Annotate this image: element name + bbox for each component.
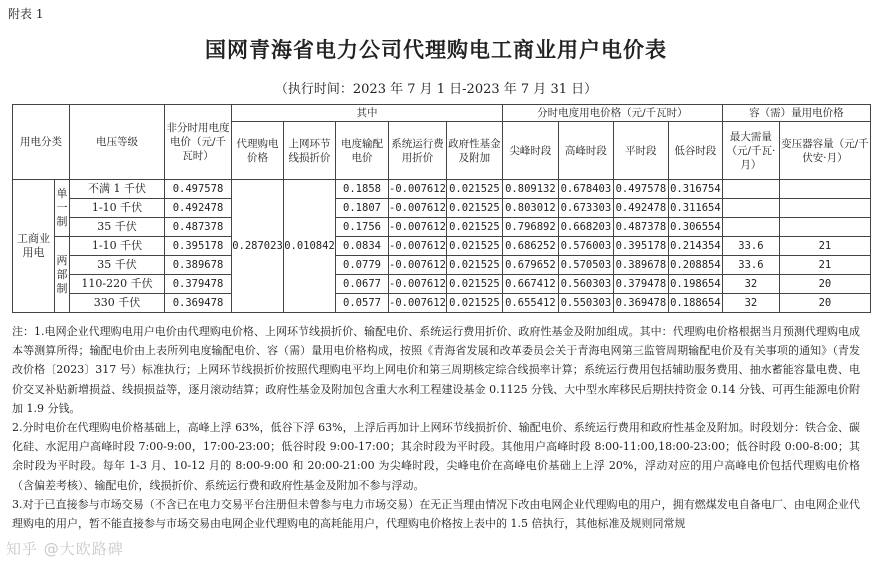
system-cost-cell: -0.007612 (389, 180, 447, 199)
system-cost-cell: -0.007612 (389, 256, 447, 275)
table-row (13, 218, 871, 237)
gov-fund-cell: 0.021525 (446, 237, 502, 256)
note-paragraph: 注：1.电网企业代理购电用户电价由代理购电价格、上网环节线损折价、输配电价、系统运行费用折价、政府性基金及附加组成。其中：代理购电价格根据当月预测代理购电成本等测算所得；输配电价由上表所列电度输配电价、容（需）量用电价格构成，按照《青海省发展和改革委员会关于青海电网第三监管周期输配电价及有关事项的通知》（青发改价格〔2023〕317 号）标准执行；上网环节线损折价按照代理购电平均上网电价和第三周期核定综合线损率计算；系统运行费用包括辅助服务费用、抽水蓄能容量电费、电价交叉补贴新增损益、线损损益等，逐月滚动结算；政府性基金及附加包含重大水利工程建设基金 0.1125 分钱、大中型水库移民后期扶持资金 0.14 分钱、可再生能源电价附加 1.9 分钱。 (12, 325, 860, 415)
transmission-cell: 0.0677 (336, 275, 389, 294)
system-cost-cell: -0.007612 (389, 237, 447, 256)
voltage-cell: 不满 1 千伏 (70, 180, 165, 199)
transformer-cell (779, 199, 870, 218)
gov-fund-cell: 0.021525 (446, 180, 502, 199)
valley-cell: 0.198654 (668, 275, 722, 294)
header-line-loss: 上网环节线损折价 (284, 122, 336, 180)
transmission-cell: 0.1756 (336, 218, 389, 237)
valley-cell: 0.208854 (668, 256, 722, 275)
voltage-cell: 110-220 千伏 (70, 275, 165, 294)
attachment-label: 附表 1 (8, 7, 44, 21)
high-cell: 0.678403 (558, 180, 613, 199)
system-cost-cell: -0.007612 (389, 199, 447, 218)
header-of-which: 其中 (232, 105, 503, 122)
table-row (13, 294, 871, 313)
peak-cell: 0.796892 (502, 218, 558, 237)
gov-fund-cell: 0.021525 (446, 275, 502, 294)
page-subtitle: （执行时间：2023 年 7 月 1 日-2023 年 7 月 31 日） (274, 82, 598, 97)
flat-cell: 0.389678 (613, 256, 668, 275)
category-cell: 工商业用电 (13, 180, 55, 313)
header-transformer: 变压器容量（元/千伏安·月） (779, 122, 870, 180)
gov-fund-cell: 0.021525 (446, 256, 502, 275)
header-transmission: 电度输配电价 (336, 122, 389, 180)
flat-cell: 0.395178 (613, 237, 668, 256)
header-proxy-price: 代理购电价格 (232, 122, 284, 180)
header-non-tou-price: 非分时用电度电价（元/千瓦时） (165, 105, 232, 180)
max-demand-cell: 33.6 (722, 237, 779, 256)
valley-cell: 0.188654 (668, 294, 722, 313)
page-title: 国网青海省电力公司代理购电工商业用户电价表 (205, 37, 667, 62)
peak-cell: 0.809132 (502, 180, 558, 199)
table-row (13, 180, 871, 199)
header-category: 用电分类 (13, 105, 70, 180)
price-table (12, 104, 871, 313)
header-capacity-group: 容（需）量用电价格 (722, 105, 870, 122)
max-demand-cell: 32 (722, 275, 779, 294)
note-paragraph: 2.分时电价在代理购电价格基础上，高峰上浮 63%，低谷下浮 63%，上浮后再加计上网环节线损折价、输配电价、系统运行费用和政府性基金及附加。时段划分：铁合金、碳化硅、水泥用户高峰时段 7:00-9:00，17:00-23:00；低谷时段 9:00-17:00；其余时段为平时段。其他用户高峰时段 8:00-11:00,18:00-23:00；低谷时段 0:00-8:00；其余时段为平时段。每年 1-3 月、10-12 月的 8:00-9:00 和 20:00-21:00 为尖峰时段，尖峰电价在高峰电价基础上上浮 20%，浮动对应的用户高峰电价包括代理购电价格（含偏差考核）、输配电价，线损折价、系统运行费和政府性基金及附加不参与浮动。 (12, 421, 860, 492)
header-max-demand: 最大需量（元/千瓦·月） (722, 122, 779, 180)
header-system-cost: 系统运行费用折价 (389, 122, 447, 180)
valley-cell: 0.311654 (668, 199, 722, 218)
max-demand-cell (722, 180, 779, 199)
gov-fund-cell: 0.021525 (446, 199, 502, 218)
header-flat: 平时段 (613, 122, 668, 180)
note-paragraph: 3.对于已直接参与市场交易（不含已在电力交易平台注册但未曾参与电力市场交易）在无正当理由情况下改由电网企业代理购电的用户，拥有燃煤发电自备电厂、由电网企业代理购电的用户，暂不能直接参与市场交易由电网企业代理购电的高耗能用户，代理购电价格按上表中的 1.5 倍执行，其他标准及规则同常规 (12, 497, 860, 531)
header-voltage: 电压等级 (70, 105, 165, 180)
peak-cell: 0.655412 (502, 294, 558, 313)
transmission-cell: 0.0779 (336, 256, 389, 275)
table-row (13, 199, 871, 218)
transmission-cell: 0.1858 (336, 180, 389, 199)
watermark: 知乎 @大欧路碑 (6, 540, 124, 558)
gov-fund-cell: 0.021525 (446, 294, 502, 313)
header-valley: 低谷时段 (668, 122, 722, 180)
non-tou-cell: 0.389678 (165, 256, 232, 275)
non-tou-cell: 0.395178 (165, 237, 232, 256)
single-system-cell: 单一制 (55, 180, 70, 237)
high-cell: 0.570503 (558, 256, 613, 275)
two-part-system-cell: 两部制 (55, 237, 70, 313)
system-cost-cell: -0.007612 (389, 294, 447, 313)
high-cell: 0.560303 (558, 275, 613, 294)
transformer-cell: 21 (779, 237, 870, 256)
valley-cell: 0.214354 (668, 237, 722, 256)
max-demand-cell: 33.6 (722, 256, 779, 275)
header-gov-fund: 政府性基金及附加 (446, 122, 502, 180)
transmission-cell: 0.1807 (336, 199, 389, 218)
transmission-cell: 0.0577 (336, 294, 389, 313)
peak-cell: 0.679652 (502, 256, 558, 275)
transformer-cell: 20 (779, 294, 870, 313)
transformer-cell (779, 218, 870, 237)
table-row (13, 256, 871, 275)
system-cost-cell: -0.007612 (389, 275, 447, 294)
table-row (13, 237, 871, 256)
peak-cell: 0.686252 (502, 237, 558, 256)
notes-section (12, 322, 860, 533)
transmission-cell: 0.0834 (336, 237, 389, 256)
transformer-cell (779, 180, 870, 199)
peak-cell: 0.667412 (502, 275, 558, 294)
max-demand-cell: 32 (722, 294, 779, 313)
flat-cell: 0.369478 (613, 294, 668, 313)
non-tou-cell: 0.369478 (165, 294, 232, 313)
valley-cell: 0.316754 (668, 180, 722, 199)
flat-cell: 0.497578 (613, 180, 668, 199)
system-cost-cell: -0.007612 (389, 218, 447, 237)
gov-fund-cell: 0.021525 (446, 218, 502, 237)
high-cell: 0.673303 (558, 199, 613, 218)
transformer-cell: 21 (779, 256, 870, 275)
valley-cell: 0.306554 (668, 218, 722, 237)
header-tou-group: 分时电度用电价格（元/千瓦时） (502, 105, 722, 122)
non-tou-cell: 0.497578 (165, 180, 232, 199)
table-row (13, 275, 871, 294)
max-demand-cell (722, 199, 779, 218)
voltage-cell: 35 千伏 (70, 218, 165, 237)
peak-cell: 0.803012 (502, 199, 558, 218)
non-tou-cell: 0.379478 (165, 275, 232, 294)
flat-cell: 0.492478 (613, 199, 668, 218)
proxy-price-cell: 0.287023 (232, 180, 284, 313)
voltage-cell: 35 千伏 (70, 256, 165, 275)
high-cell: 0.550303 (558, 294, 613, 313)
voltage-cell: 1-10 千伏 (70, 199, 165, 218)
transformer-cell: 20 (779, 275, 870, 294)
voltage-cell: 330 千伏 (70, 294, 165, 313)
max-demand-cell (722, 218, 779, 237)
high-cell: 0.668203 (558, 218, 613, 237)
line-loss-cell: 0.010842 (284, 180, 336, 313)
header-peak: 尖峰时段 (502, 122, 558, 180)
flat-cell: 0.379478 (613, 275, 668, 294)
voltage-cell: 1-10 千伏 (70, 237, 165, 256)
header-high: 高峰时段 (558, 122, 613, 180)
high-cell: 0.576003 (558, 237, 613, 256)
flat-cell: 0.487378 (613, 218, 668, 237)
non-tou-cell: 0.492478 (165, 199, 232, 218)
non-tou-cell: 0.487378 (165, 218, 232, 237)
